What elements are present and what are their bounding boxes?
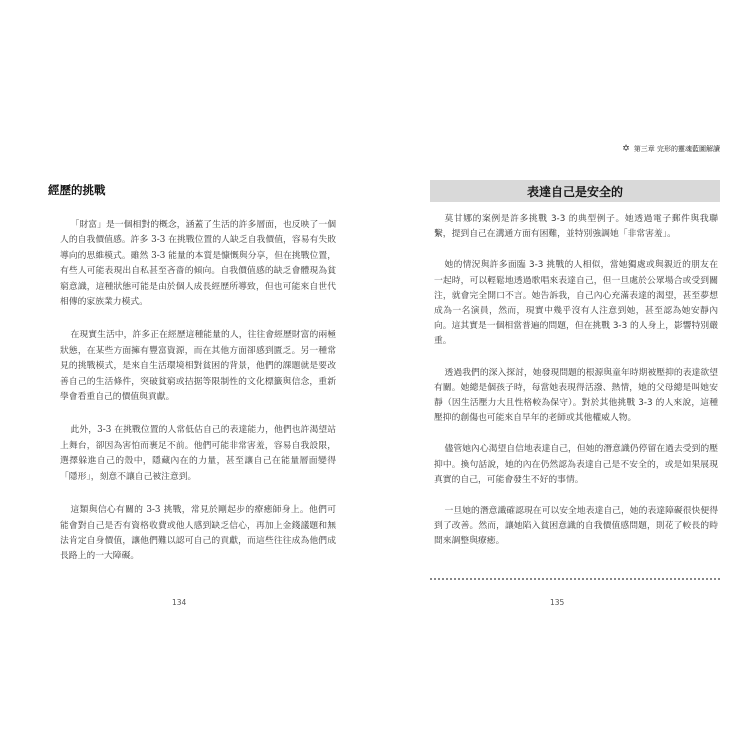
paragraph: 此外，3-3 在挑戰位置的人常低估自己的表達能力，他們也許渴望站上舞台，卻因為害怕而裹足不前。他們可能非常害羞，容易自我設限，選擇躲進自己的殼中，隱藏內在的力量，甚至讓自己在能量層面變得「隱形」，刻意不讓自己被注意到。: [60, 425, 336, 482]
section-title: 經歷的挑戰: [48, 183, 106, 197]
paragraph: 莫甘娜的案例是許多挑戰 3-3 的典型例子。她透過電子郵件與我聯繫，提到自己在溝通方面有困難，並特別強調她「非常害羞」。: [434, 214, 718, 240]
page-number: 135: [550, 598, 565, 607]
right-body: [434, 212, 718, 566]
right-page: [416, 150, 720, 610]
banner-title: 表達自己是安全的: [526, 184, 623, 199]
dotted-divider: [430, 578, 720, 580]
paragraph: 在現實生活中，許多正在經歷這種能量的人，往往會經歷財富的兩極狀態，在某些方面擁有豐富資源，而在其他方面卻感到匱乏。另一種常見的挑戰模式，是來自生活環境相對貧困的背景，他們的課題就是要改善自己的生活條件，突破貧窮或拮据等限制性的文化標籤與信念，重新學會看重自己的價值與貢獻。: [60, 330, 336, 403]
star-of-david-icon: ✡: [622, 144, 630, 154]
paragraph: 透過我們的深入探討，她發現問題的根源與童年時期被壓抑的表達欲望有關。她總是個孩子時，每當她表現得活潑、熱情，她的父母總是叫她安靜（因生活壓力大且性格較為保守）。對於其他挑戰 3-3 的人來說，這種壓抑的創傷也可能來自早年的老師或其他權威人物。: [434, 367, 718, 424]
section-banner: [430, 180, 720, 202]
left-body: [60, 218, 336, 583]
paragraph: 「財富」是一個相對的概念，涵蓋了生活的許多層面，也反映了一個人的自我價值感。許多 3-3 在挑戰位置的人缺乏自我價值，容易有失敗導向的思維模式。雖然 3-3 能量的本質是慷慨與分享，但在挑戰位置，有些人可能表現出自私甚至吝嗇的傾向。自我價值感的缺乏會體現為貧窮意識，這種狀態可能是由於個人成長經歷所導致，但也可能來自世代相傳的家族業力模式。: [60, 220, 336, 308]
page-number: 134: [172, 598, 187, 607]
paragraph: 她的情況與許多面臨 3-3 挑戰的人相似，當她獨處或與親近的朋友在一起時，可以輕鬆地透過歌唱來表達自己，但一旦處於公眾場合或受到關注，就會完全開口不言。她告訴我，自己內心充滿表達的渴望，甚至夢想成為一名演員，然而，現實中幾乎沒有人注意到她，甚至認為她安靜內向。這其實是一個相當普遍的問題，但在挑戰 3-3 的人身上，影響特別嚴重。: [434, 260, 718, 347]
chapter-title: 第三章 完形的靈魂藍圖解讀: [633, 145, 720, 153]
paragraph: 一旦她的潛意識確認現在可以安全地表達自己，她的表達障礙很快便得到了改善。然而，讓她陷入貧困意識的自我價值感問題，則花了較長的時間來調整與療癒。: [434, 506, 718, 547]
paragraph: 這類與信心有關的 3-3 挑戰，常見於剛起步的療癒師身上。他們可能會對自己是否有資格收費或他人感到缺乏信心，再加上金錢議題和無法肯定自身價值，讓他們難以認可自己的貢獻，而這些往往成為他們成長路上的一大障礙。: [60, 505, 336, 562]
left-page: [36, 150, 334, 610]
paragraph: 儘管她內心渴望自信地表達自己，但她的潛意識仍停留在過去受到的壓抑中。換句話說，她的內在仍然認為表達自己是不安全的，或是如果展現真實的自己，可能會發生不好的事情。: [434, 444, 718, 485]
